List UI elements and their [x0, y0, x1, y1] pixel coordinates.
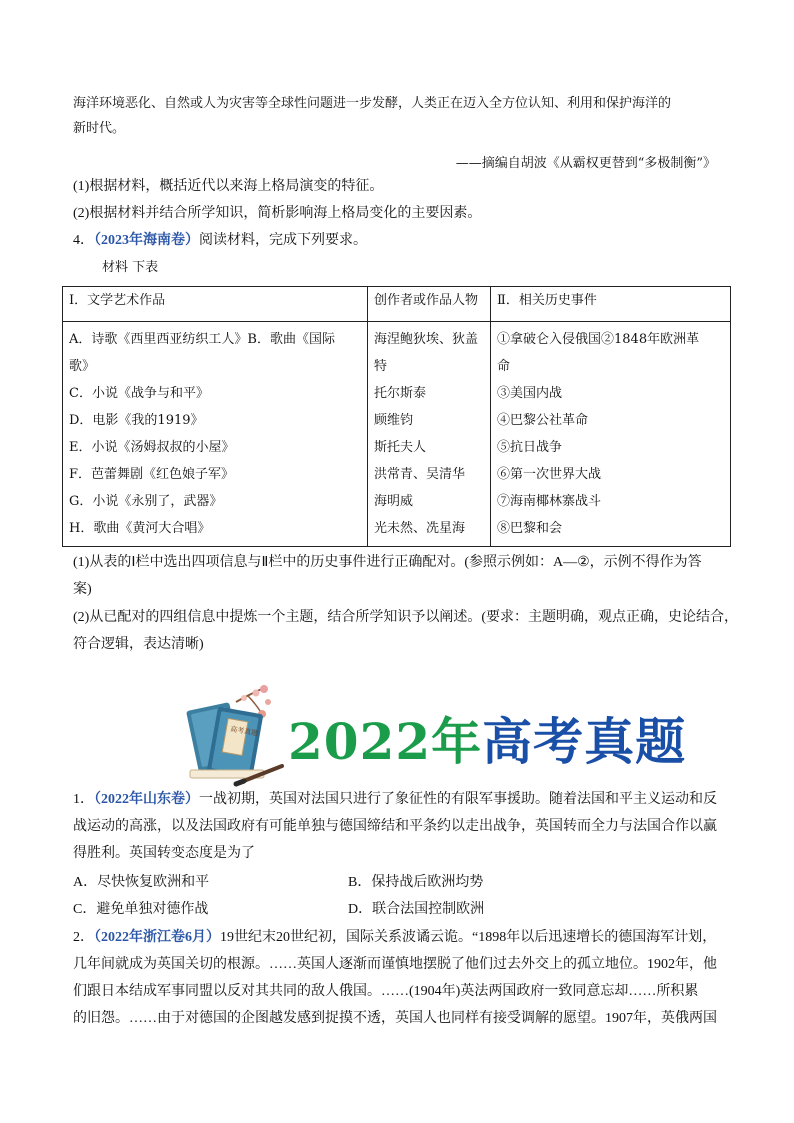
- table-cell: 顾维钧: [374, 413, 414, 428]
- q3-sub2: (2)根据材料并结合所学知识，简析影响海上格局变化的主要因素。: [73, 206, 482, 221]
- q2-stem-text: 19世纪末20世纪初，国际关系波谲云诡。“1898年以后迅速增长的德国海军计划，: [220, 930, 717, 945]
- banner-title: [288, 702, 686, 774]
- events-column: [491, 322, 731, 547]
- material-label: 材料 下表: [102, 260, 159, 275]
- source-citation: ——摘编自胡波《从霸权更替到“多极制衡”》: [455, 156, 716, 171]
- table-cell: 命: [497, 359, 511, 374]
- table-header: 创作者或作品人物: [368, 287, 491, 322]
- table-cell: ①拿破仑入侵俄国②1848年欧洲革: [497, 332, 700, 347]
- table-cell: ⑧巴黎和会: [497, 521, 563, 536]
- table-cell: ③美国内战: [497, 386, 563, 401]
- table-cell: D．电影《我的1919》: [69, 413, 204, 428]
- q3-sub1: (1)根据材料，概括近代以来海上格局演变的特征。: [73, 179, 384, 194]
- q1-source-tag: （2022年山东卷）: [94, 792, 199, 807]
- q2-line1: [73, 928, 716, 948]
- table-cell: 洪常青、吴清华: [374, 467, 466, 482]
- intro-line-2: 新时代。: [73, 121, 126, 136]
- intro-line-1: 海洋环境恶化、自然或人为灾害等全球性问题进一步发酵，人类正在迈入全方位认知、利用和保护海洋的: [73, 96, 672, 111]
- table-cell: ⑥第一次世界大战: [497, 467, 602, 482]
- table-cell: 光未然、冼星海: [374, 521, 466, 536]
- table-cell: 托尔斯泰: [374, 386, 427, 401]
- creators-column: [368, 322, 491, 547]
- table-cell: ⑦海南椰林寨战斗: [497, 494, 602, 509]
- q4-sub1-line1: (1)从表的Ⅰ栏中选出四项信息与Ⅱ栏中的历史事件进行正确配对。(参照示例如：A—②，示例不得作为答: [73, 555, 702, 570]
- banner-year: 2022年: [288, 712, 483, 771]
- q4-stem-text: 阅读材料，完成下列要求。: [199, 233, 367, 248]
- table-header: Ⅱ．相关历史事件: [491, 287, 731, 322]
- option-c: C．避免单独对德作战: [73, 902, 209, 917]
- table-cell: F．芭蕾舞剧《红色娘子军》: [69, 467, 235, 482]
- option-d: D．联合法国控制欧洲: [348, 902, 485, 917]
- table-header: Ⅰ．文学艺术作品: [63, 287, 368, 322]
- q2-number: 2．: [73, 930, 94, 945]
- works-column: [63, 322, 368, 547]
- book-label: 高考真题: [229, 725, 259, 738]
- table-cell: ④巴黎公社革命: [497, 413, 589, 428]
- q1-stem-text: 一战初期，英国对法国只进行了象征性的有限军事援助。随着法国和平主义运动和反: [199, 792, 717, 807]
- q4-stem: [73, 231, 367, 251]
- q4-source-tag: （2023年海南卷）: [94, 233, 199, 248]
- table-cell: A．诗歌《西里西亚纺织工人》B．歌曲《国际: [69, 332, 335, 347]
- table-cell: E．小说《汤姆叔叔的小屋》: [69, 440, 235, 455]
- table-cell: 歌》: [69, 359, 96, 374]
- q2-source-tag: （2022年浙江卷6月）: [94, 930, 220, 945]
- table-cell: 特: [374, 359, 388, 374]
- table-cell: ⑤抗日战争: [497, 440, 563, 455]
- table-cell: G．小说《永别了，武器》: [69, 494, 223, 509]
- table-cell: H．歌曲《黄河大合唱》: [69, 521, 211, 536]
- q1-line2: 战运动的高涨，以及法国政府有可能单独与德国缔结和平条约以走出战争，英国转而全力与法国合作以赢: [73, 819, 717, 834]
- table-body-row: [63, 322, 731, 547]
- q1-line1: [73, 790, 717, 810]
- books-icon: [178, 684, 288, 794]
- q2-line3: 们跟日本结成军事同盟以反对其共同的敌人俄国。……(1904年)英法两国政府一致同意忘却……所积累: [73, 984, 699, 999]
- q4-sub2-line1: (2)从已配对的四组信息中提炼一个主题，结合所学知识予以阐述。(要求：主题明确，观点正确，史论结合，: [73, 610, 738, 625]
- q4-sub1-line2: 案): [73, 582, 92, 597]
- banner-heading: 高考真题: [482, 712, 687, 771]
- q2-line2: 几年间就成为英国关切的根源。……英国人逐渐而谨慎地摆脱了他们过去外交上的孤立地位。1902年，他: [73, 957, 717, 972]
- table-header-row: [63, 287, 731, 322]
- section-banner: [178, 684, 687, 794]
- q1-number: 1．: [73, 792, 94, 807]
- table-cell: 斯托夫人: [374, 440, 427, 455]
- table-cell: C．小说《战争与和平》: [69, 386, 209, 401]
- table-cell: 海明威: [374, 494, 414, 509]
- q4-sub2-line2: 符合逻辑，表达清晰): [73, 637, 204, 652]
- option-b: B．保持战后欧洲均势: [348, 875, 484, 890]
- q2-line4: 的旧怨。……由于对德国的企图越发感到捉摸不透，英国人也同样有接受调解的愿望。1907年，英俄两国: [73, 1011, 717, 1026]
- q1-line3: 得胜利。英国转变态度是为了: [73, 846, 255, 861]
- table-cell: 海涅鲍狄埃、狄盖: [374, 332, 479, 347]
- option-a: A．尽快恢复欧洲和平: [73, 875, 210, 890]
- q4-number: 4．: [73, 233, 94, 248]
- material-table: [62, 286, 731, 547]
